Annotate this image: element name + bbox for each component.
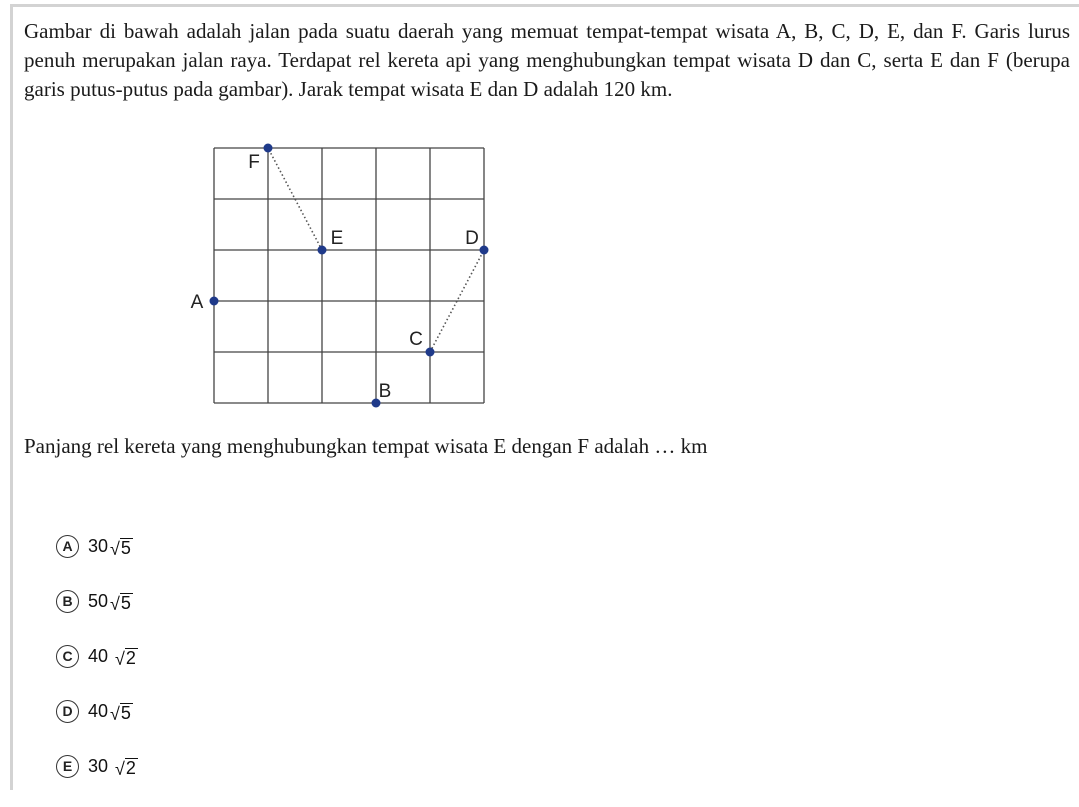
option-e-radicand: 2 [125, 757, 136, 778]
option-a-letter: A [56, 535, 79, 558]
option-c-coefficient: 40 [88, 645, 109, 666]
point-label-f: F [248, 152, 260, 173]
point-e [318, 246, 327, 255]
answer-options [56, 532, 138, 807]
map-grid-svg [186, 138, 496, 418]
option-c-value [88, 646, 138, 667]
option-c-letter: C [56, 645, 79, 668]
option-d[interactable] [56, 697, 138, 725]
frame-top-border [10, 4, 1079, 7]
option-e-letter: E [56, 755, 79, 778]
option-a-radicand: 5 [120, 537, 131, 558]
option-b[interactable] [56, 587, 138, 615]
option-a-coefficient: 30 [88, 535, 109, 556]
point-f [264, 144, 273, 153]
point-label-b: B [378, 381, 392, 402]
option-e-coefficient: 30 [88, 755, 109, 776]
option-b-letter: B [56, 590, 79, 613]
radical-icon: √ [110, 593, 120, 614]
radical-icon: √ [110, 703, 120, 724]
radical-icon: √ [110, 538, 120, 559]
option-a-value [88, 536, 133, 557]
option-b-value [88, 591, 133, 612]
question-prompt: Panjang rel kereta yang menghubungkan tempat wisata E dengan F adalah … km [24, 434, 708, 458]
question-text: Gambar di bawah adalah jalan pada suatu daerah yang memuat tempat-tempat wisata A, B, C, D, E, dan F. Garis lurus penuh merupakan jalan raya. Terdapat rel kereta api yang menghubungkan tempat wisata D dan C, serta E dan F (berupa garis putus-putus pada gambar). Jarak tempat wisata E dan D adalah 120 km. [24, 19, 1070, 101]
option-a[interactable] [56, 532, 138, 560]
map-figure [186, 138, 496, 423]
radical-icon: √ [115, 758, 125, 779]
option-b-radicand: 5 [120, 592, 131, 613]
point-label-e: E [330, 228, 344, 249]
radical-icon: √ [115, 648, 125, 669]
option-d-value [88, 701, 133, 722]
point-label-c: C [409, 329, 423, 350]
option-d-letter: D [56, 700, 79, 723]
point-label-d: D [465, 228, 479, 249]
frame-left-border [10, 4, 13, 790]
option-c-radicand: 2 [125, 647, 136, 668]
point-label-a: A [190, 292, 204, 313]
option-b-coefficient: 50 [88, 590, 109, 611]
point-d [480, 246, 489, 255]
option-e[interactable] [56, 752, 138, 780]
option-c[interactable] [56, 642, 138, 670]
option-d-radicand: 5 [120, 702, 131, 723]
point-a [210, 297, 219, 306]
option-e-value [88, 756, 138, 777]
point-c [426, 348, 435, 357]
option-d-coefficient: 40 [88, 700, 109, 721]
